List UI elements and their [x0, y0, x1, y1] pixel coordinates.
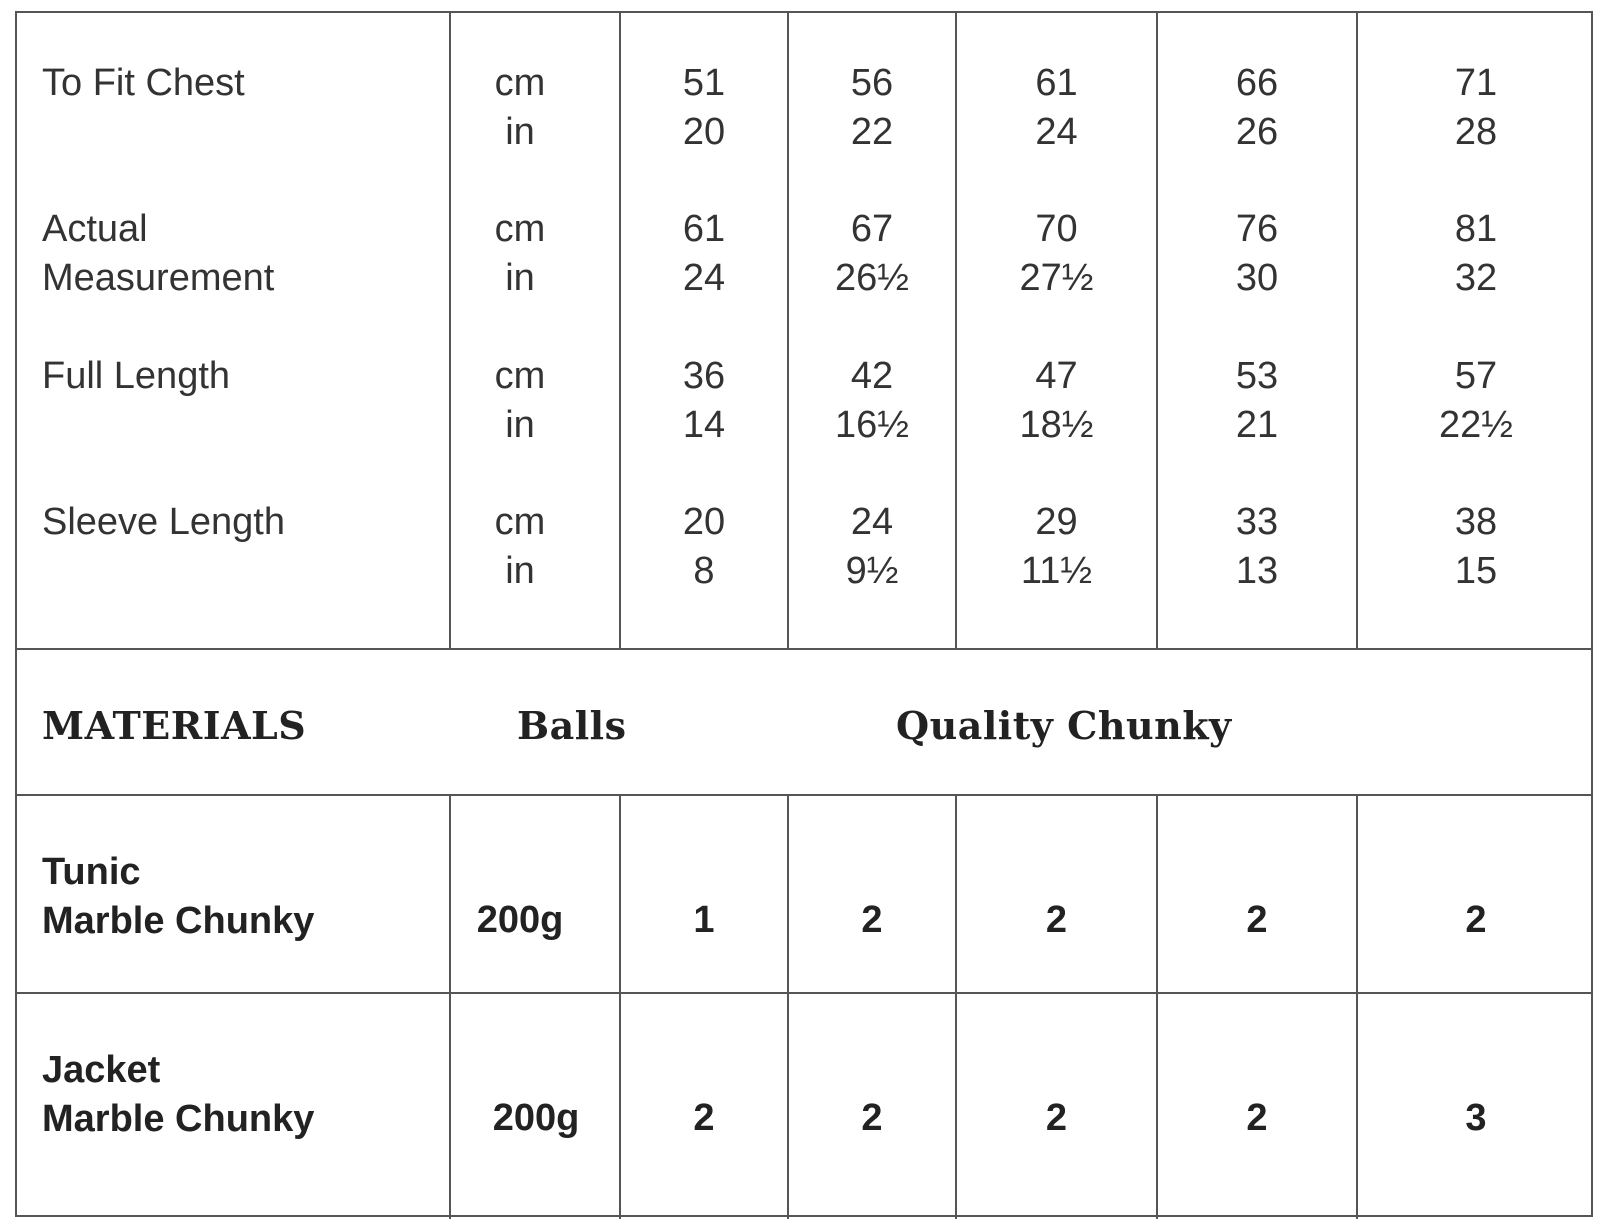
size-value: 16½ [835, 404, 909, 446]
size-value: 22 [850, 111, 894, 153]
column-divider [619, 795, 621, 1219]
ball-count: 1 [693, 899, 715, 941]
size-value: 76 [1235, 208, 1279, 250]
size-value: 70 [1035, 208, 1078, 250]
size-value: 66 [1235, 62, 1279, 104]
size-value: 14 [682, 404, 726, 446]
size-value: 33 [1235, 501, 1279, 543]
row-divider [17, 794, 1591, 796]
size-value: 26½ [835, 257, 909, 299]
size-value: 36 [682, 355, 726, 397]
size-value: 20 [682, 501, 726, 543]
size-value: 15 [1454, 550, 1498, 592]
yarn-weight: 200g [492, 1097, 580, 1139]
row-divider [17, 648, 1591, 650]
unit-label: in [505, 257, 535, 299]
column-divider [1356, 795, 1358, 1219]
yarn-weight: 200g [476, 899, 564, 941]
size-value: 24 [1035, 111, 1078, 153]
ball-count: 2 [861, 1097, 883, 1139]
column-divider [955, 795, 957, 1219]
unit-label: cm [494, 62, 546, 104]
unit-label: in [505, 111, 535, 153]
material-label: Jacket [42, 1049, 161, 1091]
size-value: 22½ [1439, 404, 1513, 446]
material-label: Tunic [42, 851, 141, 893]
size-value: 67 [850, 208, 894, 250]
size-value: 57 [1454, 355, 1498, 397]
measurement-label: Measurement [42, 257, 275, 299]
size-value: 61 [1035, 62, 1078, 104]
ball-count: 2 [693, 1097, 715, 1139]
size-value: 24 [682, 257, 726, 299]
ball-count: 2 [1246, 899, 1268, 941]
material-label: Marble Chunky [42, 900, 315, 942]
size-value: 8 [693, 550, 715, 592]
unit-label: in [505, 404, 535, 446]
measurement-label: To Fit Chest [42, 62, 245, 104]
size-value: 20 [682, 111, 726, 153]
size-value: 81 [1454, 208, 1498, 250]
size-value: 18½ [1019, 404, 1094, 446]
unit-label: cm [494, 501, 546, 543]
ball-count: 3 [1465, 1097, 1487, 1139]
ball-count: 2 [1246, 1097, 1268, 1139]
size-value: 71 [1454, 62, 1498, 104]
ball-count: 2 [1465, 899, 1487, 941]
column-divider [787, 795, 789, 1219]
size-value: 9½ [845, 550, 899, 592]
ball-count: 2 [1045, 899, 1068, 941]
column-divider [449, 795, 451, 1219]
measurement-label: Sleeve Length [42, 501, 285, 543]
size-value: 56 [850, 62, 894, 104]
size-value: 38 [1454, 501, 1498, 543]
size-value: 47 [1035, 355, 1078, 397]
size-value: 13 [1235, 550, 1279, 592]
size-value: 11½ [1020, 550, 1093, 592]
ball-count: 2 [861, 899, 883, 941]
size-value: 28 [1454, 111, 1498, 153]
unit-label: in [505, 550, 535, 592]
size-value: 27½ [1019, 257, 1094, 299]
ball-count: 2 [1045, 1097, 1068, 1139]
row-divider [17, 992, 1591, 994]
size-value: 42 [850, 355, 894, 397]
measurement-label: Full Length [42, 355, 231, 397]
size-table [15, 11, 1593, 1217]
materials-heading: MATERIALS [42, 703, 307, 748]
balls-heading: Balls [517, 703, 627, 748]
size-value: 29 [1035, 501, 1078, 543]
size-value: 51 [682, 62, 726, 104]
size-value: 61 [682, 208, 726, 250]
size-value: 21 [1235, 404, 1279, 446]
unit-label: cm [494, 355, 546, 397]
column-divider [1156, 795, 1158, 1219]
material-label: Marble Chunky [42, 1098, 315, 1140]
measurement-label: Actual [42, 208, 148, 250]
size-value: 26 [1235, 111, 1279, 153]
quality-heading: Quality Chunky [896, 703, 1232, 748]
size-value: 24 [850, 501, 894, 543]
size-value: 30 [1235, 257, 1279, 299]
size-value: 53 [1235, 355, 1279, 397]
unit-label: cm [494, 208, 546, 250]
size-value: 32 [1454, 257, 1498, 299]
